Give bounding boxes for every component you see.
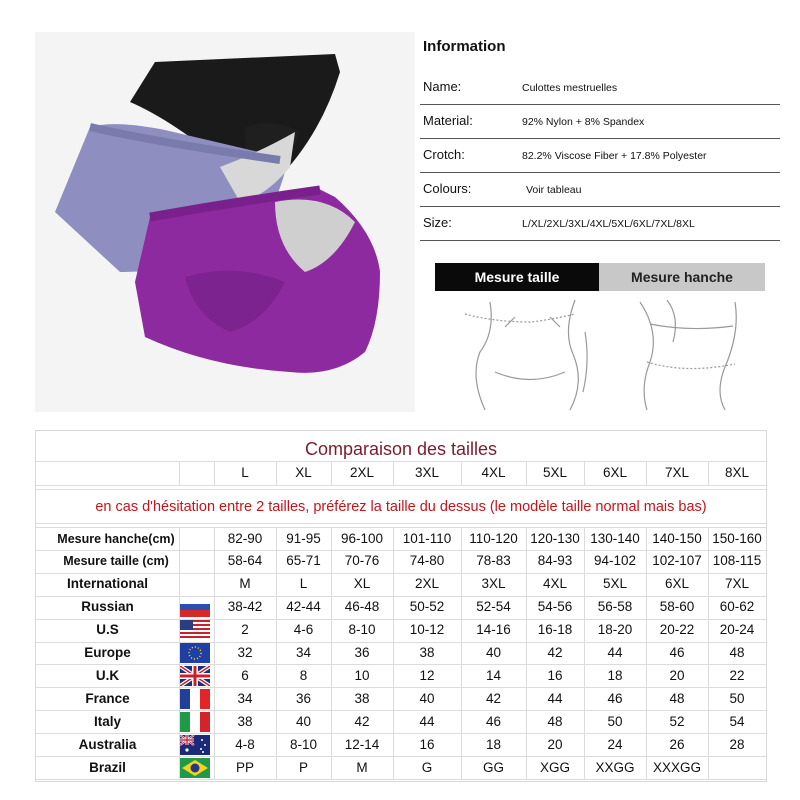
table-cell: 110-120 [469,530,518,546]
table-cell: 48 [669,690,685,706]
size-header-6xl: 6XL [602,465,628,480]
table-cell: 42-44 [286,599,321,615]
table-cell: 108-115 [712,553,762,569]
table-cell: 4-6 [293,622,314,638]
table-cell: 36 [295,690,312,706]
info-value: 82.2% Viscose Fiber + 17.8% Polyester [522,150,707,162]
table-cell [708,757,766,779]
measure-tabs [435,263,765,291]
table-cell: 24 [607,736,623,752]
table-cell: 2 [241,622,249,638]
info-value: 92% Nylon + 8% Spandex [522,116,645,128]
size-header-l: L [241,465,249,480]
info-row-crotch [420,139,780,173]
table-cell: 2XL [414,576,440,592]
table-cell: 58-60 [659,599,695,615]
table-cell: 38 [354,690,370,706]
table-cell: 44 [607,645,623,660]
info-key: Size: [423,215,452,230]
table-cell: 10-12 [409,622,445,638]
france-flag-icon [180,689,210,709]
info-value: L/XL/2XL/3XL/4XL/5XL/6XL/7XL/8XL [522,218,695,230]
info-key: Name: [423,79,462,94]
table-cell: 50 [729,690,745,706]
table-cell: 36 [354,645,370,660]
underwear-illustration [35,32,415,412]
russia-flag-icon [180,597,210,617]
row-label: U.S [96,622,119,638]
table-cell: 50 [607,713,623,729]
row-label: Russian [81,599,134,615]
table-cell: 54-56 [537,599,573,615]
table-cell: 46-48 [344,599,380,615]
table-cell: 46 [607,690,623,706]
table-cell: 40 [295,713,312,729]
table-cell: 70-76 [344,553,380,569]
table-cell: 48 [729,645,745,660]
table-cell: 101-110 [402,530,452,546]
info-value: Voir tableau [526,184,582,196]
row-label: France [85,690,130,706]
table-cell: 12 [419,667,435,683]
table-cell: 130-140 [590,530,640,546]
table-cell: 42 [485,690,502,706]
info-row-size [420,207,780,241]
table-cell: 20-24 [719,622,755,638]
table-cell: 32 [237,645,253,660]
body-sketch-icon [435,292,765,412]
information-panel [420,30,780,241]
table-cell: 16-18 [537,622,573,638]
table-cell: XXGG [595,759,635,775]
table-cell: 42 [547,645,563,660]
table-cell: 96-100 [340,530,384,546]
table-cell: 46 [485,713,502,729]
table-cell: 8-10 [348,622,376,638]
table-cell: 60-62 [719,599,755,615]
size-header-8xl: 8XL [724,465,750,480]
info-value: Culottes mestruelles [522,82,618,94]
measurement-figures [435,292,765,412]
product-photo [35,32,415,412]
table-cell: 18-20 [597,622,633,638]
table-cell: 102-107 [652,553,702,569]
size-header-3xl: 3XL [414,465,440,480]
table-cell: 78-83 [476,553,511,569]
table-cell: 20-22 [659,622,695,638]
table-cell: 82-90 [227,530,263,546]
table-cell: 140-150 [652,530,702,546]
size-header-4xl: 4XL [481,465,506,480]
table-cell: 54 [729,713,745,729]
tab-waist-measure: Mesure taille [435,263,599,291]
table-cell: 50-52 [409,599,445,615]
table-cell: 3XL [481,576,506,592]
tab-hip-measure: Mesure hanche [599,263,765,291]
row-label: Italy [93,713,121,729]
table-cell: M [356,759,368,775]
grid-line [36,779,766,780]
row-label: Australia [78,736,137,752]
row-label: U.K [95,667,120,683]
table-cell: 56-58 [597,599,633,615]
table-cell: PP [235,759,254,775]
table-cell: 38-42 [227,599,263,615]
australia-flag-icon [180,735,210,755]
table-cell: 18 [485,736,502,752]
table-cell: 16 [419,736,435,752]
table-cell: 8 [299,667,308,683]
info-key: Crotch: [423,147,465,162]
info-row-name [420,71,780,105]
table-cell: 74-80 [409,553,445,569]
table-cell: 52 [669,713,685,729]
table-cell: 4XL [542,576,568,592]
table-cell: 14 [485,667,502,683]
table-cell: L [299,576,308,592]
info-row-material [420,105,780,139]
table-cell: 65-71 [286,553,321,569]
table-cell: 34 [237,690,253,706]
table-cell: 38 [237,713,253,729]
table-cell: 94-102 [593,553,637,569]
row-label: Brazil [89,759,126,775]
row-label: Mesure hanche(cm) [57,531,175,546]
size-table-title: Comparaison des tailles [304,439,498,459]
size-header-5xl: 5XL [542,465,568,480]
size-header-2xl: 2XL [349,465,375,480]
row-label: Europe [84,645,131,660]
table-cell: 28 [729,736,745,752]
table-cell: 40 [485,645,502,660]
table-cell: 18 [607,667,623,683]
table-cell: 48 [547,713,563,729]
table-cell: 34 [295,645,312,660]
table-cell: XGG [539,759,570,775]
table-cell: 38 [419,645,435,660]
size-header-7xl: 7XL [664,465,690,480]
table-cell: 84-93 [537,553,573,569]
table-cell: G [421,759,433,775]
table-cell: 20 [669,667,685,683]
grid-line [36,485,766,486]
row-label: International [66,576,148,592]
table-cell: 44 [547,690,563,706]
row-label: Mesure taille (cm) [63,554,169,569]
info-key: Colours: [423,181,472,196]
table-cell: 5XL [602,576,628,592]
table-cell: 22 [729,667,745,683]
size-comparison-table [35,430,767,782]
eu-flag-icon [180,643,210,663]
table-cell: 20 [547,736,563,752]
table-cell: 44 [419,713,435,729]
table-cell: 7XL [724,576,750,592]
usa-flag-icon [180,620,210,640]
table-cell: 8-10 [289,736,318,752]
table-cell: 12-14 [344,736,380,752]
table-cell: GG [482,759,504,775]
table-cell: 40 [419,690,435,706]
table-cell: 42 [354,713,370,729]
table-cell: 46 [669,645,685,660]
table-cell: 26 [669,736,685,752]
table-cell: 91-95 [286,530,321,546]
table-cell: 150-160 [712,530,762,546]
grid-line [179,461,180,485]
table-cell: 14-16 [476,622,511,638]
table-cell: 120-130 [530,530,580,546]
table-cell: 6XL [664,576,690,592]
table-cell: XXXGG [652,759,701,775]
table-cell: M [239,576,251,592]
table-cell: 10 [354,667,370,683]
uk-flag-icon [180,666,210,686]
info-row-colours [420,173,780,207]
table-cell: XL [353,576,371,592]
table-cell: 6 [241,667,249,683]
grid-line [36,523,766,524]
size-grid [36,431,766,781]
table-cell: 58-64 [227,553,263,569]
brazil-flag-icon [180,758,210,778]
table-cell: 52-54 [476,599,511,615]
table-cell: P [298,759,308,775]
info-key: Material: [423,113,473,128]
italy-flag-icon [180,712,210,732]
information-title: Information [423,38,506,55]
table-cell: 4-8 [235,736,255,752]
grid-line [36,489,766,490]
table-cell: 16 [547,667,563,683]
size-header-xl: XL [295,465,312,480]
size-advice-note: en cas d'hésitation entre 2 tailles, préférez la taille du dessus (le modèle taille normal mais bas) [95,499,707,515]
